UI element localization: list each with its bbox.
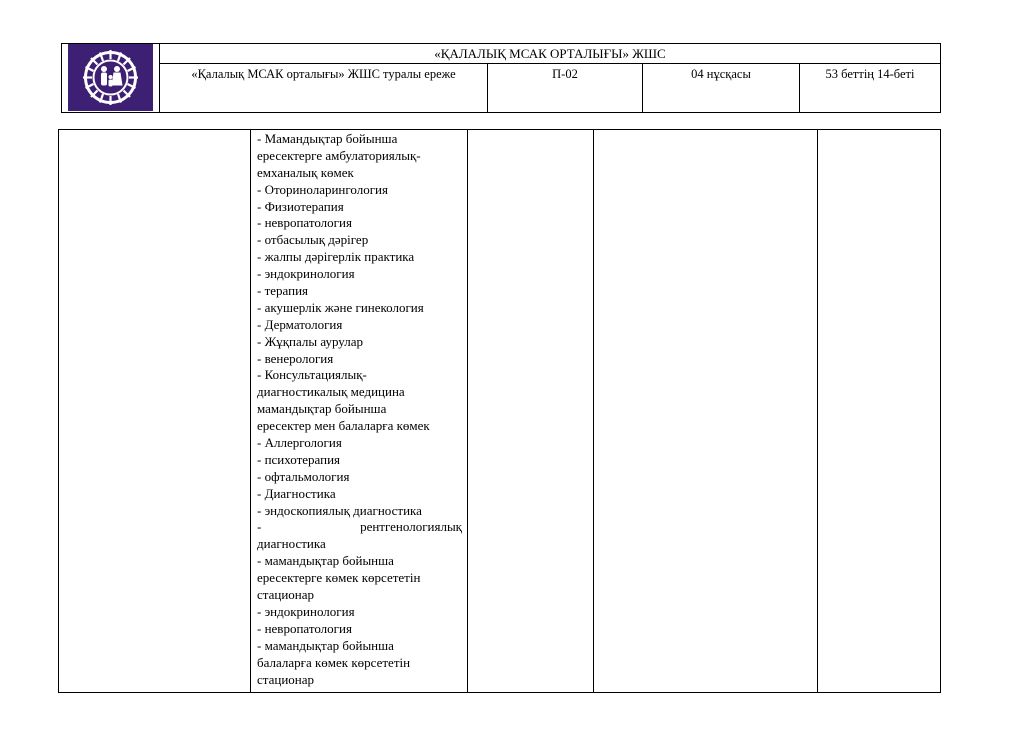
logo-cell bbox=[62, 44, 160, 112]
document-header bbox=[61, 43, 941, 113]
table-cell-empty-2 bbox=[468, 130, 594, 692]
list-item: стационар bbox=[257, 587, 315, 603]
list-item: - мамандықтар бойынша bbox=[257, 553, 394, 569]
list-item: мамандықтар бойынша bbox=[257, 401, 387, 417]
table-cell-empty-4 bbox=[818, 130, 940, 692]
list-item: - Физиотерапия bbox=[257, 198, 344, 214]
list-item: - невропатология bbox=[257, 215, 352, 231]
table-cell-empty-3 bbox=[594, 130, 818, 692]
document-code: П-02 bbox=[488, 64, 643, 112]
list-item: - мамандықтар бойынша bbox=[257, 637, 394, 653]
list-item: - Мамандықтар бойынша bbox=[257, 131, 398, 146]
list-item: - психотерапия bbox=[257, 451, 341, 467]
list-item: - жалпы дәрігерлік практика bbox=[257, 249, 415, 265]
list-item: емханалық көмек bbox=[257, 164, 354, 180]
services-list bbox=[257, 131, 462, 688]
document-meta-row bbox=[160, 64, 940, 112]
list-item: ересектерге амбулаториялық- bbox=[257, 147, 421, 163]
table-cell-empty-1 bbox=[59, 130, 251, 692]
list-item: балаларға көмек көрсететін bbox=[257, 654, 411, 670]
list-item: - Диагностика bbox=[257, 485, 336, 501]
list-item: стационар bbox=[257, 671, 315, 687]
list-item: - Жұқпалы аурулар bbox=[257, 333, 363, 349]
list-item-text: рентгенологиялық bbox=[360, 519, 462, 535]
document-name: «Қалалық МСАК орталығы» ЖШС туралы ереже bbox=[160, 64, 488, 112]
list-item: диагностикалық медицина bbox=[257, 384, 405, 400]
list-item: - офтальмология bbox=[257, 468, 350, 484]
list-item: - терапия bbox=[257, 283, 309, 299]
page-number: 53 беттің 14-беті bbox=[825, 67, 915, 81]
list-item: - эндокринология bbox=[257, 603, 355, 619]
content-table bbox=[58, 129, 941, 693]
list-item: - невропатология bbox=[257, 620, 352, 636]
list-item: - Оториноларингология bbox=[257, 181, 388, 197]
organization-title: «ҚАЛАЛЫҚ МСАК ОРТАЛЫҒЫ» ЖШС bbox=[160, 44, 940, 64]
list-item: - акушерлік және гинекология bbox=[257, 299, 424, 315]
list-item: - Дерматология bbox=[257, 316, 343, 332]
list-item: - Консультациялық- bbox=[257, 367, 367, 383]
list-item: - венерология bbox=[257, 350, 334, 366]
table-cell-services bbox=[251, 130, 468, 692]
list-item: - Аллергология bbox=[257, 435, 342, 451]
dash-marker: - bbox=[257, 519, 262, 535]
list-item: ересектерге көмек көрсететін bbox=[257, 570, 421, 586]
list-item: ересектер мен балаларға көмек bbox=[257, 418, 430, 434]
list-item: - эндоскопиялық диагностика bbox=[257, 502, 422, 518]
family-emblem-icon bbox=[68, 44, 153, 111]
list-item-justified bbox=[257, 519, 462, 536]
list-item: - отбасылық дәрігер bbox=[257, 232, 369, 248]
list-item: диагностика bbox=[257, 536, 326, 552]
list-item: - эндокринология bbox=[257, 266, 355, 282]
document-version: 04 нұсқасы bbox=[643, 64, 800, 112]
